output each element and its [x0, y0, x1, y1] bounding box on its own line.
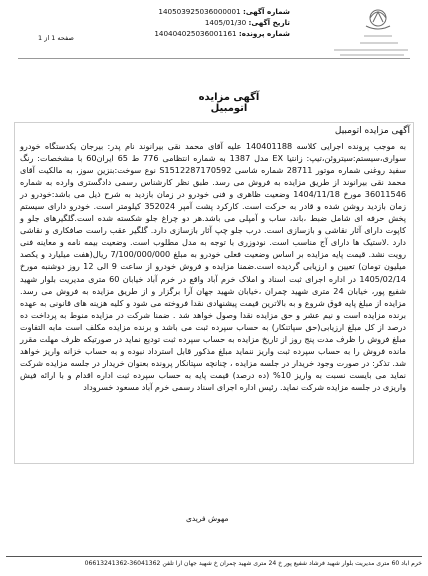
case-number-row — [150, 28, 290, 39]
notice-date-row — [150, 17, 290, 28]
footer-address: خرم آباد 60 متری مدیریت بلوار شهید فرشاد شفیع پور خ 24 متری شهید چمران خ شهید جهان آرا تلفن 36041362-06613241362 — [84, 560, 422, 567]
notice-number-label: شماره آگهی: — [242, 7, 290, 16]
notice-number: 140503925036000001 — [158, 7, 241, 16]
notice-number-row — [150, 6, 290, 17]
case-number-label: شماره پرونده: — [238, 29, 290, 38]
case-number: 140404025036001161 — [154, 29, 237, 38]
judiciary-emblem-icon — [326, 6, 410, 58]
notice-title: آگهی مزایده اتومبیل — [198, 92, 260, 114]
notice-metadata — [150, 6, 290, 39]
footer-divider — [6, 556, 422, 557]
signer-name: مهوش فریدی — [186, 514, 229, 523]
header-divider — [18, 58, 410, 59]
notice-date-label: تاریخ آگهی: — [248, 18, 290, 27]
notice-body: به موجب پرونده اجرایی کلاسه 140401188 علیه آقای محمد نقی بیرانوند نام پدر: بیرجان یکدستگاه خودرو سواری،سیستم:سیتروئن،تیپ: زانتیا EX مدل 1387 به شماره انتظامی 776 ط 65 ایران60 با مشخصات: رنگ سفید روغنی شماره موتور 28711 شماره شاسی S1512287170592 نوع سوخت:بنزین سوز، به مالکیت آقای محمد نقی بیرانوند از طریق مزایده به فروش می رسد. طبق نظر کارشناس رسمی دادگستری وارده به شماره 36011546 مورخ 1404/11/18 وضعیت ظاهری و فنی خودرو در زمان بازدید به شرح ذیل می باشد:خودرو در زمان بازدید روشن شده و قادر به حرکت است. کارکرد پشت آمپر 352024 کیلومتر است. خودرو دارای سیستم پخش حرفه ای شامل ضبط ،باند، ساب و آمپلی می باشد.هر دو چراغ جلو شکسته شده است.گلگیرهای جلو و کاپوت دارای آثار نقاشی و بازسازی است. درب جلو چپ آثار بازسازی دارد. گلگیر عقب راست صافکاری و نقاشی دارد .لاستیک ها دارای آج مناسب است. نودوزری با توجه به مدل مطلوب است. وضعیت بیمه نامه و معاینه فنی رویت نشد. قیمت پایه مزایده بر اساس وضعیت فعلی خودرو به مبلغ 7/100/000/000 ریال(هفت میلیارد و یکصد میلیون تومان) تعیین و ارزیابی گردیده است.ضمنا مزایده و فروش خودرو از ساعت 9 الی 12 روز دوشنبه مورخ 1405/02/14 در اداره اجرای ثبت اسناد و املاک خرم آباد واقع در خرم آباد خیابان 60 متری مدیریت بلوار شهید شفیع پور، خیابان 24 متری شهید چمران ،خیابان شهید جهان آرا برگزار و از طریق مزایده به فروش می رسد. مزایده از مبلغ پایه فوق شروع و به بالاترین قیمت پیشنهادی نقدا فروخته می شود و کلیه هزینه های قانونی به عهده برنده مزایده است و نیم عشر و حق مزایده نقدا وصول خواهد شد . ضمنا شرکت در مزایده منوط به پرداخت ده درصد از کل مبلغ ارزیابی(حق سپاتنکار) به حساب سپرده ثبت می باشد و برنده مزایده مکلف است مابه التفاوت مبلغ فروش را ظرف مدت پنج روز از تاریخ مزایده به حساب سپرده ثبت تودیع نماید در صورتیکه ظرف مهلت مقرر مانده فروش را به حساب سپرده ثبت واریز ننماید مبلغ مذکور قابل استرداد نبوده و به حساب خزانه واریز خواهد شد. تذکر: در صورت وجود خریدار در جلسه مزایده ، چنانچه سپتانکار پرونده بعنوان خریدار در جلسه مزایده شرکت نماید می بایست نسبت به واریز 10% (ده درصد) قیمت پایه به حساب سپرده ثبت اداره اقدام و با ارائه فیش واریزی در جلسه مزایده شرکت نماید. رئیس اداره اجرای اسناد رسمی خرم آباد مسعود خسروداد — [20, 141, 407, 392]
notice-date: 1405/01/30 — [204, 18, 247, 27]
page-number: صفحه 1 از 1 — [38, 34, 74, 42]
notice-subtitle: آگهی مزایده اتومبیل — [334, 126, 410, 136]
judiciary-emblem — [326, 6, 410, 58]
